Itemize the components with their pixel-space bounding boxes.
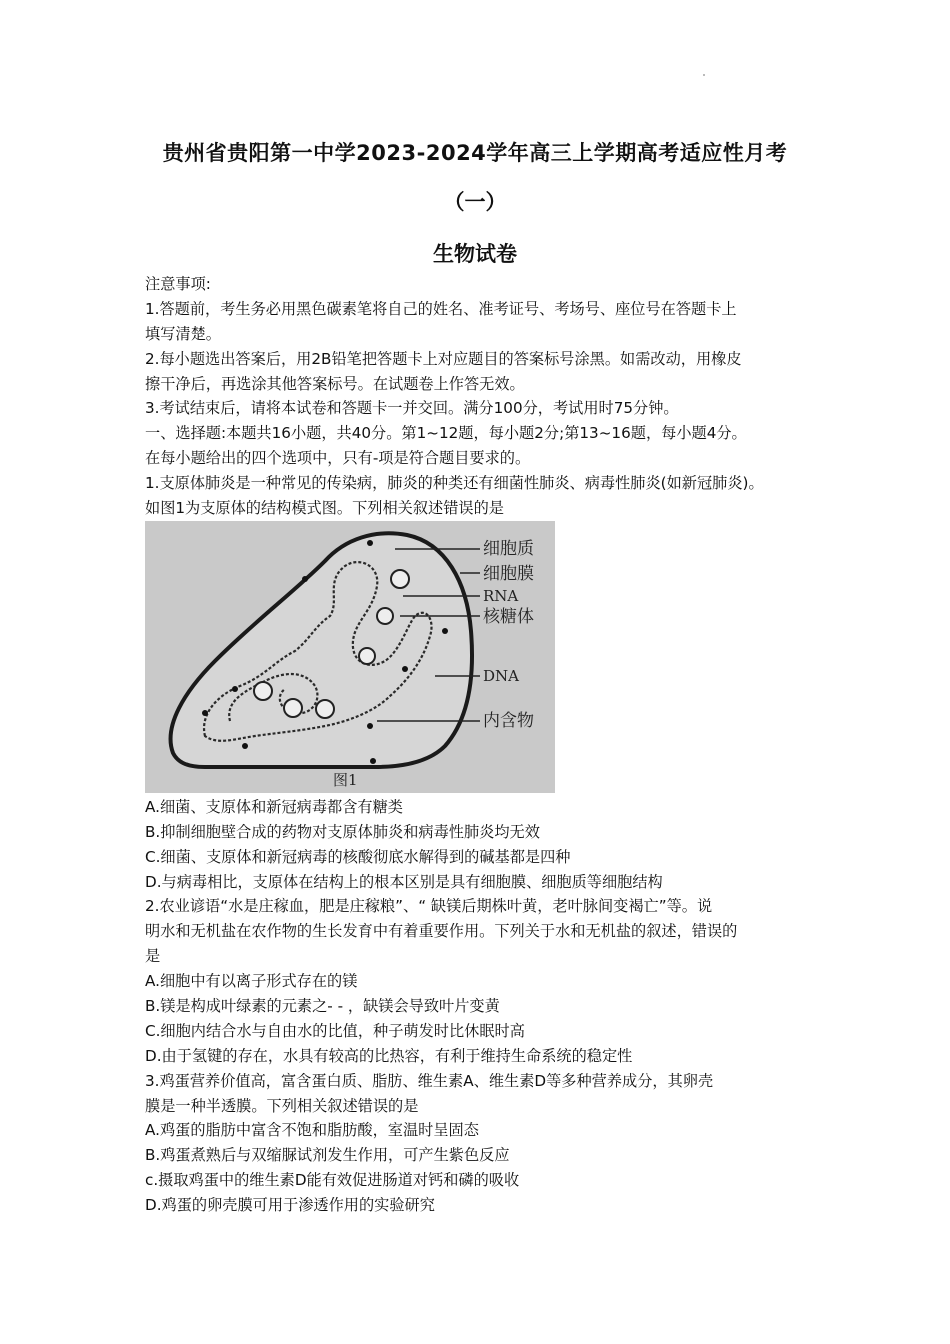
ribosome bbox=[316, 700, 334, 718]
label-rna: RNA bbox=[483, 586, 519, 605]
q2-stem: 2.农业谚语“水是庄稼血，肥是庄稼粮”、“ 缺镁后期株叶黄，老叶脉间变褐亡”等。说 bbox=[145, 897, 713, 916]
inclusion-dot bbox=[302, 576, 308, 582]
q3-option: B.鸡蛋煮熟后与双缩脲试剂发生作用，可产生紫色反应 bbox=[145, 1146, 510, 1165]
section-instructions: 在每小题给出的四个选项中，只有-项是符合题目要求的。 bbox=[145, 449, 531, 468]
q3-option: D.鸡蛋的卵壳膜可用于渗透作用的实验研究 bbox=[145, 1196, 435, 1215]
figure-caption: 图1 bbox=[333, 770, 358, 789]
q1-stem: 1.支原体肺炎是一种常见的传染病，肺炎的种类还有细菌性肺炎、病毒性肺炎(如新冠肺炎)。 bbox=[145, 474, 764, 493]
label-cytoplasm: 细胞质 bbox=[483, 538, 534, 559]
ribosome bbox=[359, 648, 375, 664]
q3-stem: 3.鸡蛋营养价值高，富含蛋白质、脂肪、维生素A、维生素D等多种营养成分，其卵壳 bbox=[145, 1071, 714, 1090]
q2-stem: 是 bbox=[145, 947, 161, 966]
ribosome bbox=[284, 699, 302, 717]
exam-body bbox=[145, 272, 825, 1218]
inclusion-dot bbox=[242, 743, 248, 749]
label-dna: DNA bbox=[483, 666, 519, 685]
notice-heading: 注意事项: bbox=[145, 275, 211, 293]
scan-speck bbox=[703, 74, 705, 76]
label-inclusion: 内含物 bbox=[483, 710, 534, 731]
notice-item: 1.答题前，考生务必用黑色碳素笔将自己的姓名、准考证号、考场号、座位号在答题卡上 bbox=[145, 299, 737, 318]
section-instructions: 一、选择题:本题共16小题，共40分。第1~12题，每小题2分;第13~16题，每小题4分。 bbox=[145, 424, 747, 443]
notice-item: 填写清楚。 bbox=[145, 324, 221, 343]
mycoplasma-figure bbox=[145, 521, 555, 793]
inclusion-dot bbox=[202, 710, 208, 716]
label-ribosome: 核糖体 bbox=[483, 606, 534, 627]
ribosome bbox=[391, 570, 409, 588]
inclusion-dot bbox=[367, 723, 373, 729]
q3-option: c.摄取鸡蛋中的维生素D能有效促进肠道对钙和磷的吸收 bbox=[145, 1171, 520, 1190]
subject-title: 生物试卷 bbox=[433, 242, 517, 266]
q3-stem: 膜是一种半透膜。下列相关叙述错误的是 bbox=[145, 1096, 419, 1115]
inclusion-dot bbox=[442, 628, 448, 634]
label-cell-membrane: 细胞膜 bbox=[483, 563, 534, 584]
q3-option: A.鸡蛋的脂肪中富含不饱和脂肪酸，室温时呈固态 bbox=[145, 1121, 479, 1140]
exam-subtitle-number: （一） bbox=[443, 190, 507, 214]
q2-option: C.细胞内结合水与自由水的比值，种子萌发时比休眠时高 bbox=[145, 1021, 525, 1040]
ribosome bbox=[254, 682, 272, 700]
q1-option: C.细菌、支原体和新冠病毒的核酸彻底水解得到的碱基都是四种 bbox=[145, 847, 571, 866]
q2-option: B.镁是构成叶绿素的元素之- - ，缺镁会导致叶片变黄 bbox=[145, 997, 500, 1016]
q1-option: A.细菌、支原体和新冠病毒都含有糖类 bbox=[145, 797, 403, 816]
inclusion-dot bbox=[367, 540, 373, 546]
inclusion-dot bbox=[402, 666, 408, 672]
q1-stem: 如图1为支原体的结构模式图。下列相关叙述错误的是 bbox=[145, 499, 504, 518]
q1-option: B.抑制细胞壁合成的药物对支原体肺炎和病毒性肺炎均无效 bbox=[145, 822, 540, 841]
q2-stem: 明水和无机盐在农作物的生长发育中有着重要作用。下列关于水和无机盐的叙述，错误的 bbox=[145, 922, 738, 941]
q2-option: D.由于氢键的存在，水具有较高的比热容，有利于维持生命系统的稳定性 bbox=[145, 1046, 633, 1065]
exam-title: 贵州省贵阳第一中学2023-2024学年高三上学期高考适应性月考 bbox=[162, 141, 788, 165]
q1-option: D.与病毒相比，支原体在结构上的根本区别是具有细胞膜、细胞质等细胞结构 bbox=[145, 872, 663, 891]
mycoplasma-diagram bbox=[145, 521, 555, 793]
ribosome bbox=[377, 608, 393, 624]
notice-item: 擦干净后，再选涂其他答案标号。在试题卷上作答无效。 bbox=[145, 374, 525, 393]
inclusion-dot bbox=[232, 686, 238, 692]
notice-item: 3.考试结束后，请将本试卷和答题卡一并交回。满分100分，考试用时75分钟。 bbox=[145, 399, 679, 418]
q2-option: A.细胞中有以离子形式存在的镁 bbox=[145, 972, 358, 991]
notice-item: 2.每小题选出答案后，用2B铅笔把答题卡上对应题目的答案标号涂黑。如需改动，用橡皮 bbox=[145, 349, 742, 368]
inclusion-dot bbox=[370, 758, 376, 764]
